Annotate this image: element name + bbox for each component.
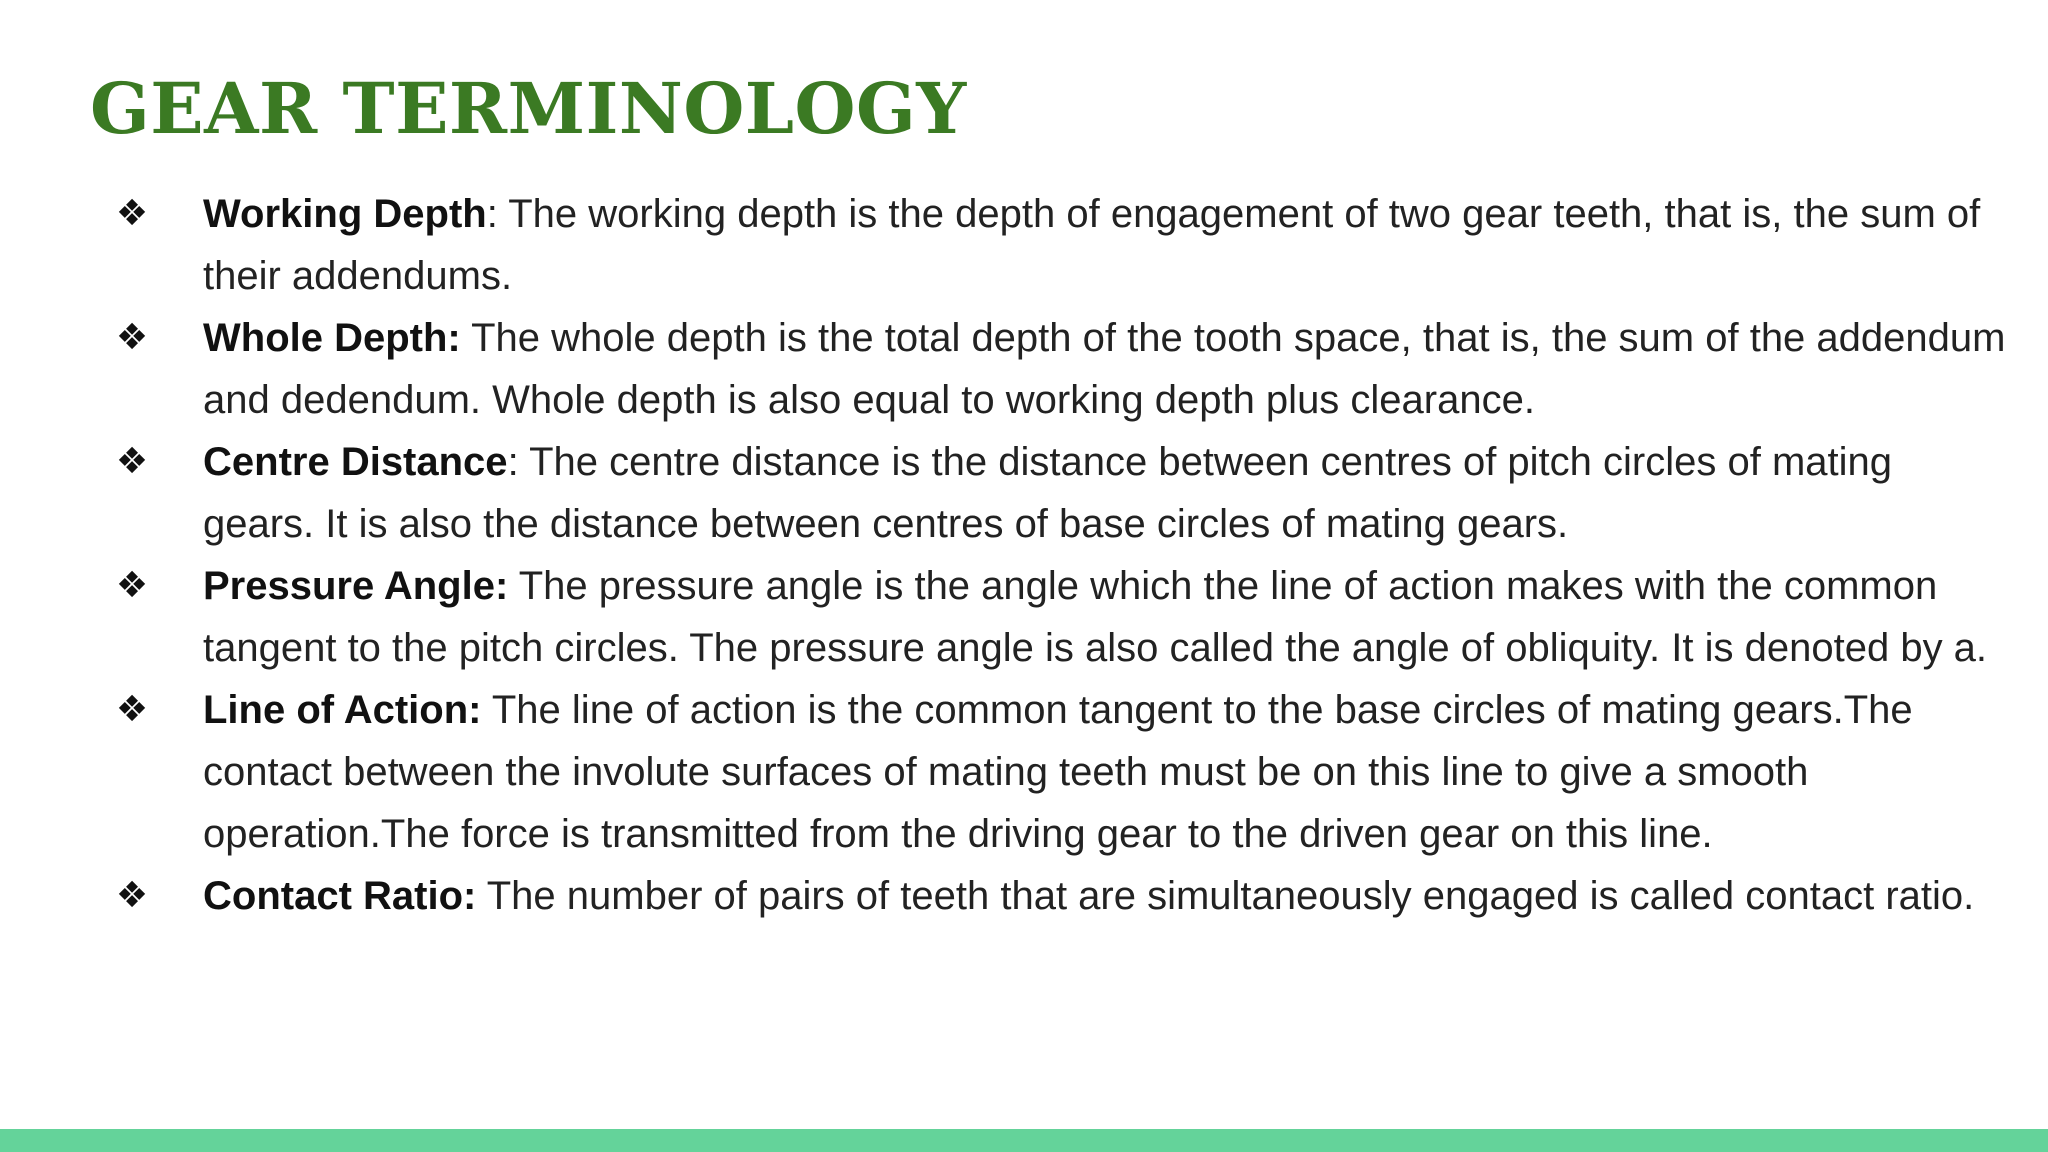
list-item-working-depth (0, 183, 2048, 307)
term-label: Centre Distance (203, 440, 508, 484)
list-item-contact-ratio (0, 865, 2048, 927)
term-separator (461, 316, 471, 360)
four-diamond-bullet-icon: ❖ (115, 875, 149, 916)
term-separator: : (507, 440, 530, 484)
four-diamond-bullet-icon: ❖ (115, 565, 149, 606)
term-separator (476, 874, 486, 918)
list-item-centre-distance (0, 431, 2048, 555)
term-label: Line of Action: (203, 688, 482, 732)
term-definition: The number of pairs of teeth that are simultaneously engaged is called contact ratio. (486, 874, 1975, 918)
term-label: Pressure Angle: (203, 564, 509, 608)
term-label: Whole Depth: (203, 316, 461, 360)
terminology-list (0, 183, 2048, 927)
term-separator (508, 564, 518, 608)
four-diamond-bullet-icon: ❖ (115, 193, 149, 234)
four-diamond-bullet-icon: ❖ (115, 317, 149, 358)
list-item-whole-depth (0, 307, 2048, 431)
slide-title: GEAR TERMINOLOGY (90, 67, 967, 150)
list-item-pressure-angle (0, 555, 2048, 679)
term-separator (481, 688, 491, 732)
term-label: Working Depth (203, 192, 487, 236)
term-definition: The whole depth is the total depth of the tooth space, that is, the sum of the addendum and dedendum. Whole depth is also equal to working depth plus clearance. (203, 316, 2006, 422)
term-definition: The centre distance is the distance between centres of pitch circles of mating gears. It is also the distance between centres of base circles of mating gears. (203, 440, 1893, 546)
term-definition: The working depth is the depth of engagement of two gear teeth, that is, the sum of their addendums. (203, 192, 1981, 298)
term-definition: The line of action is the common tangent to the base circles of mating gears.The contact between the involute surfaces of mating teeth must be on this line to give a smooth operation.The force is transmitted from the driving gear to the driven gear on this line. (203, 688, 1913, 856)
list-item-line-of-action (0, 679, 2048, 865)
four-diamond-bullet-icon: ❖ (115, 689, 149, 730)
four-diamond-bullet-icon: ❖ (115, 441, 149, 482)
term-label: Contact Ratio: (203, 874, 477, 918)
term-separator: : (486, 192, 509, 236)
term-definition: The pressure angle is the angle which the line of action makes with the common tangent to the pitch circles. The pressure angle is also called the angle of obliquity. It is denoted by a. (203, 564, 1988, 670)
footer-accent-bar (0, 1129, 2048, 1152)
